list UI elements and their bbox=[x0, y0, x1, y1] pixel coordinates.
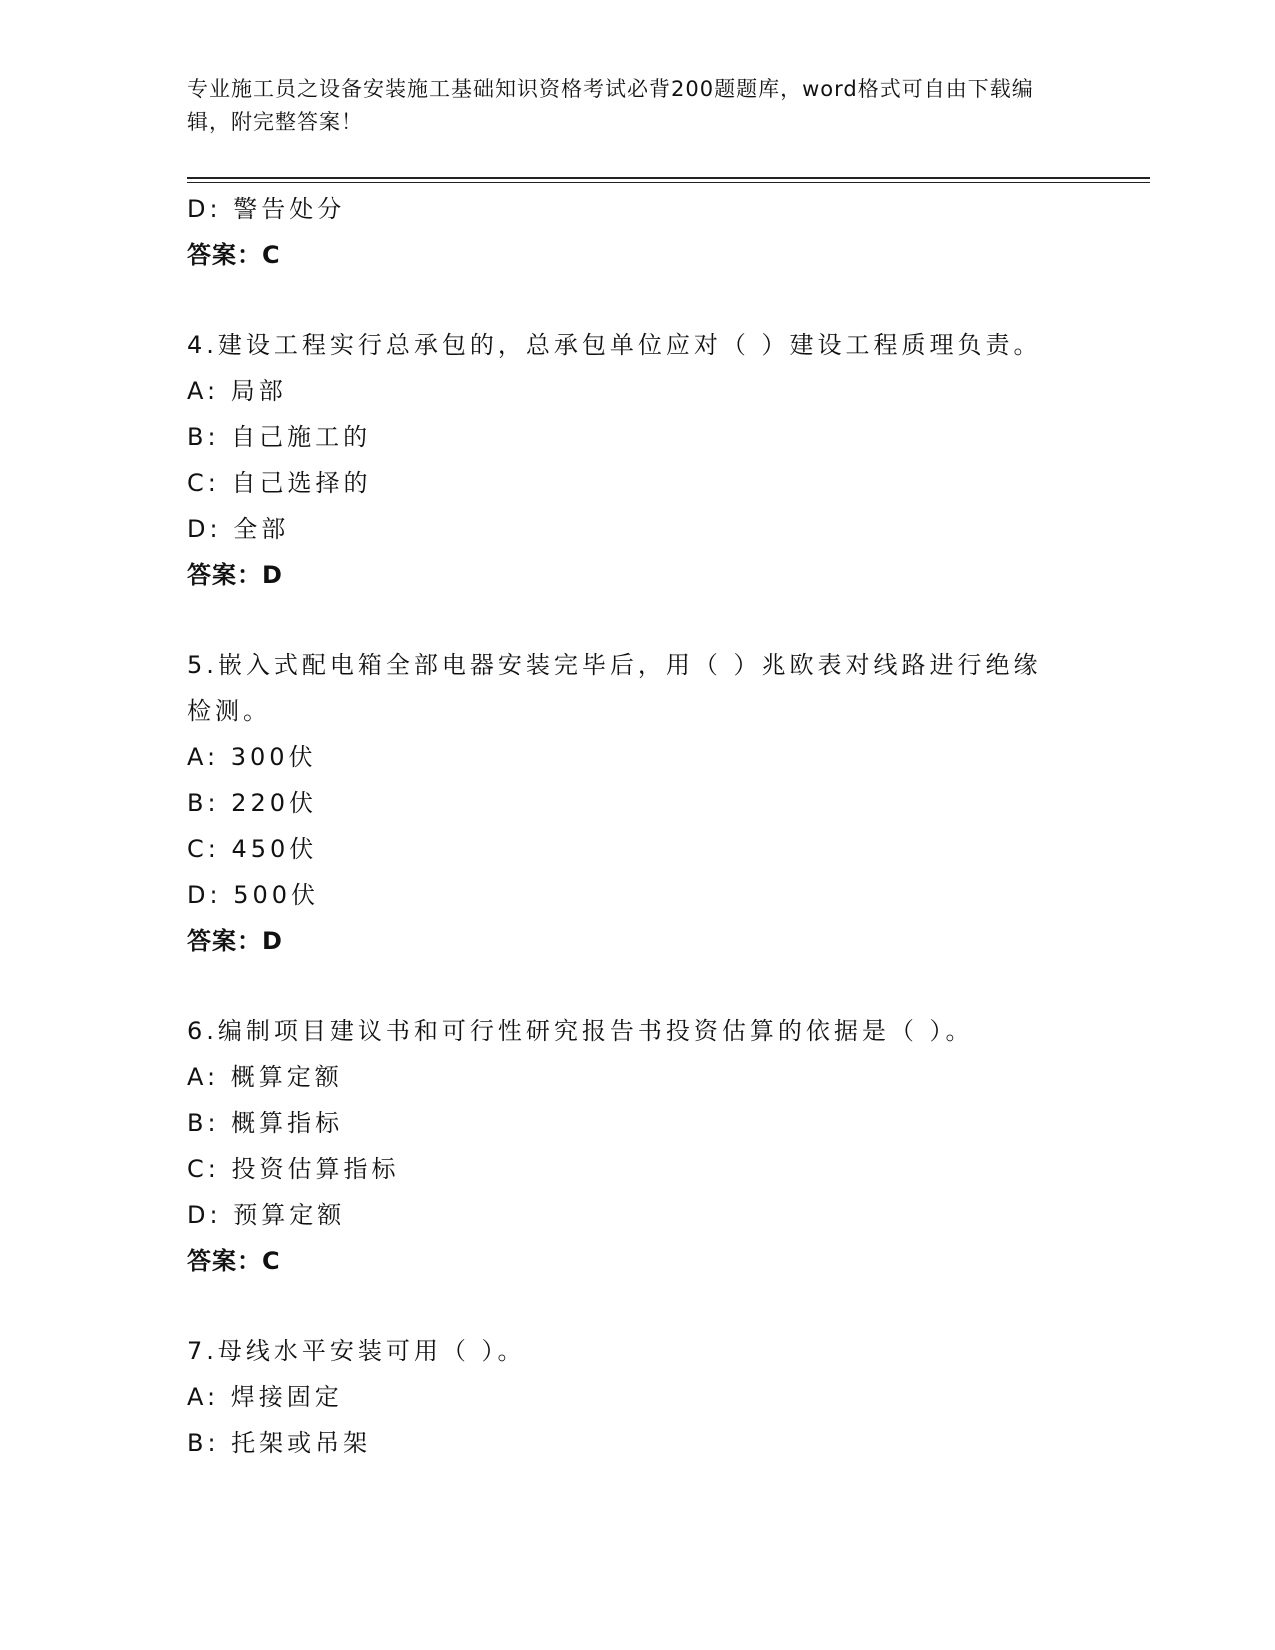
option-c: C: 450伏 bbox=[187, 835, 318, 863]
question-block bbox=[187, 1008, 1087, 1284]
question-list bbox=[187, 186, 1087, 1466]
option-d: D: 500伏 bbox=[187, 881, 320, 909]
question-text: 7.母线水平安装可用（ ）。 bbox=[187, 1337, 526, 1365]
option-b: B: 自己施工的 bbox=[187, 423, 372, 451]
header-divider-thick bbox=[187, 177, 1150, 179]
option-a: A: 局部 bbox=[187, 377, 287, 405]
option-b: B: 托架或吊架 bbox=[187, 1429, 372, 1457]
option-a: A: 概算定额 bbox=[187, 1063, 343, 1091]
option-a: A: 焊接固定 bbox=[187, 1383, 343, 1411]
question-text: 4.建设工程实行总承包的，总承包单位应对（ ）建设工程质理负责。 bbox=[187, 331, 1042, 359]
carryover-option-d: D: 警告处分 bbox=[187, 195, 346, 223]
option-b: B: 概算指标 bbox=[187, 1109, 344, 1137]
answer: 答案：C bbox=[187, 1247, 281, 1275]
option-b: B: 220伏 bbox=[187, 789, 317, 817]
option-d: D: 预算定额 bbox=[187, 1201, 346, 1229]
question-text: 5.嵌入式配电箱全部电器安装完毕后，用（ ）兆欧表对线路进行绝缘检测。 bbox=[187, 651, 1042, 725]
spacer bbox=[187, 964, 1087, 1008]
document-header: 专业施工员之设备安装施工基础知识资格考试必背200题题库，word格式可自由下载编辑，附完整答案！ bbox=[187, 77, 1034, 134]
question-block bbox=[187, 1328, 1087, 1466]
spacer bbox=[187, 1284, 1087, 1328]
spacer bbox=[187, 598, 1087, 642]
option-a: A: 300伏 bbox=[187, 743, 317, 771]
header-divider-thin bbox=[187, 182, 1150, 183]
question-block bbox=[187, 642, 1087, 964]
spacer bbox=[187, 278, 1087, 322]
question-block bbox=[187, 322, 1087, 598]
answer: 答案：D bbox=[187, 561, 283, 589]
carryover-answer: 答案：C bbox=[187, 241, 281, 269]
option-c: C: 投资估算指标 bbox=[187, 1155, 400, 1183]
option-d: D: 全部 bbox=[187, 515, 290, 543]
option-c: C: 自己选择的 bbox=[187, 469, 372, 497]
question-text: 6.编制项目建议书和可行性研究报告书投资估算的依据是（ ）。 bbox=[187, 1017, 974, 1045]
answer: 答案：D bbox=[187, 927, 283, 955]
